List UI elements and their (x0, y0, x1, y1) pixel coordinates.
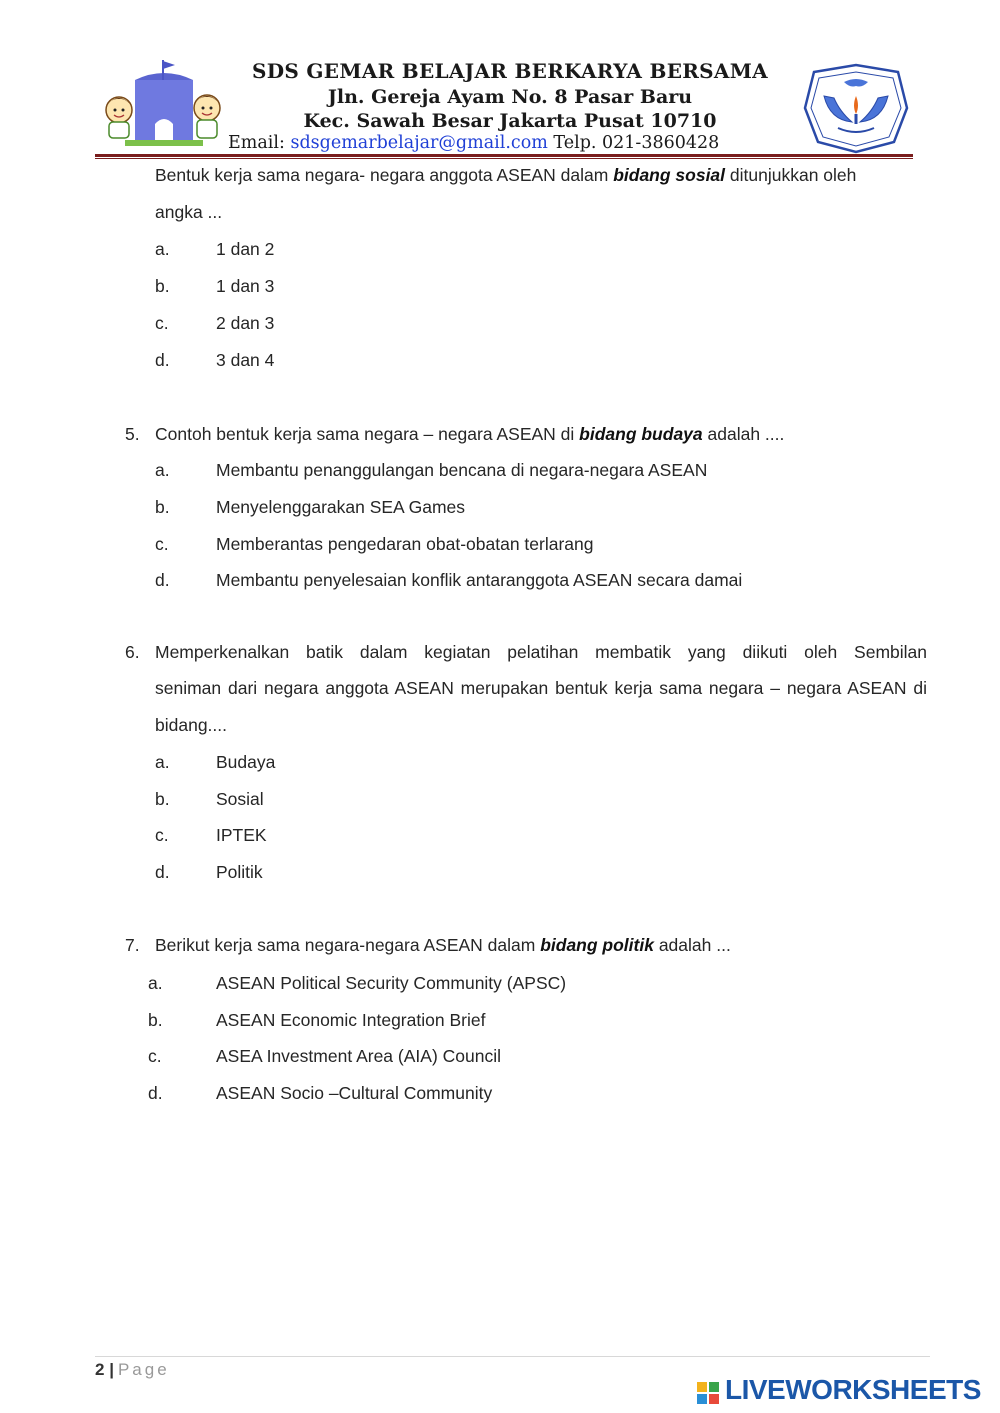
option-letter: d. (155, 570, 170, 590)
question-number: 5. (125, 424, 140, 444)
tut-wuri-emblem (800, 62, 912, 154)
email-label: Email: (228, 133, 285, 153)
question-6-stem-line2: seniman dari negara anggota ASEAN merupakan bentuk kerja sama negara – negara ASEAN di (155, 678, 927, 698)
option-text[interactable]: Membantu penyelesaian konflik antaranggota ASEAN secara damai (216, 570, 743, 590)
question-number: 7. (125, 935, 140, 955)
option-text[interactable]: Politik (216, 862, 263, 882)
page-footer (95, 1360, 170, 1380)
option-text[interactable]: Membantu penanggulangan bencana di negara-negara ASEAN (216, 460, 708, 480)
stem-emphasis: bidang politik (540, 935, 654, 955)
option-letter: d. (155, 862, 170, 882)
option-text[interactable]: Sosial (216, 789, 264, 809)
stem-emphasis: bidang budaya (579, 424, 703, 444)
option-text[interactable]: Menyelenggarakan SEA Games (216, 497, 466, 517)
continued-question-stem-line2: angka ... (155, 202, 223, 222)
option-letter: c. (155, 825, 169, 845)
school-logo-image (95, 58, 230, 153)
option-letter: b. (155, 497, 170, 517)
stem-text-end: adalah .... (702, 424, 785, 444)
school-logo (95, 58, 230, 153)
stem-text: Bentuk kerja sama negara- negara anggota ASEAN dalam (155, 165, 614, 185)
option-letter: a. (155, 752, 170, 772)
option-text[interactable]: 1 dan 2 (216, 239, 275, 259)
option-text[interactable]: ASEAN Economic Integration Brief (216, 1010, 486, 1030)
stem-text-end: adalah ... (653, 935, 731, 955)
school-district: Kec. Sawah Besar Jakarta Pusat 10710 (303, 110, 717, 132)
option-letter: c. (155, 313, 169, 333)
continued-question-stem (155, 165, 856, 185)
school-email: sdsgemarbelajar@gmail.com (290, 133, 548, 153)
option-letter: c. (148, 1046, 162, 1066)
school-contact (228, 133, 788, 153)
option-text[interactable]: 1 dan 3 (216, 276, 275, 296)
option-letter: a. (148, 973, 163, 993)
stem-text: Berikut kerja sama negara-negara ASEAN dalam (155, 935, 541, 955)
question-number: 6. (125, 642, 140, 662)
stem-emphasis: bidang sosial (613, 165, 726, 185)
option-text[interactable]: ASEAN Political Security Community (APSC) (216, 973, 567, 993)
question-6-stem-line1: Memperkenalkan batik dalam kegiatan pelatihan membatik yang diikuti oleh Sembilan (155, 642, 927, 662)
school-address: Jln. Gereja Ayam No. 8 Pasar Baru (327, 86, 693, 108)
option-letter: a. (155, 239, 170, 259)
option-letter: a. (155, 460, 170, 480)
header-rule (95, 154, 913, 157)
option-text[interactable]: Memberantas pengedaran obat-obatan terlarang (216, 534, 594, 554)
stem-text: Contoh bentuk kerja sama negara – negara ASEAN di (155, 424, 580, 444)
option-text[interactable]: 3 dan 4 (216, 350, 275, 370)
option-text[interactable]: IPTEK (216, 825, 267, 845)
option-letter: d. (148, 1083, 163, 1103)
liveworksheets-icon (697, 1382, 721, 1406)
question-6-stem-line3: bidang.... (155, 715, 227, 735)
option-letter: c. (155, 534, 169, 554)
option-letter: b. (155, 276, 170, 296)
option-text[interactable]: ASEA Investment Area (AIA) Council (216, 1046, 501, 1066)
option-letter: b. (155, 789, 170, 809)
option-text[interactable]: 2 dan 3 (216, 313, 275, 333)
question-7-stem (155, 935, 731, 955)
liveworksheets-wordmark: LIVEWORKSHEETS (725, 1374, 981, 1405)
question-5-stem (155, 424, 784, 444)
page-separator: | (109, 1360, 114, 1379)
option-text[interactable]: ASEAN Socio –Cultural Community (216, 1083, 493, 1103)
school-phone: Telp. 021-3860428 (553, 133, 720, 153)
page-word: Page (117, 1360, 170, 1379)
page-number: 2 (95, 1360, 105, 1379)
option-letter: d. (155, 350, 170, 370)
school-name: SDS GEMAR BELAJAR BERKARYA BERSAMA (252, 59, 768, 83)
footer-rule (95, 1356, 930, 1357)
stem-text-end: ditunjukkan oleh (725, 165, 857, 185)
header-rule-thin (95, 158, 913, 159)
tut-wuri-emblem-image (800, 62, 912, 154)
option-text[interactable]: Budaya (216, 752, 276, 772)
option-letter: b. (148, 1010, 163, 1030)
